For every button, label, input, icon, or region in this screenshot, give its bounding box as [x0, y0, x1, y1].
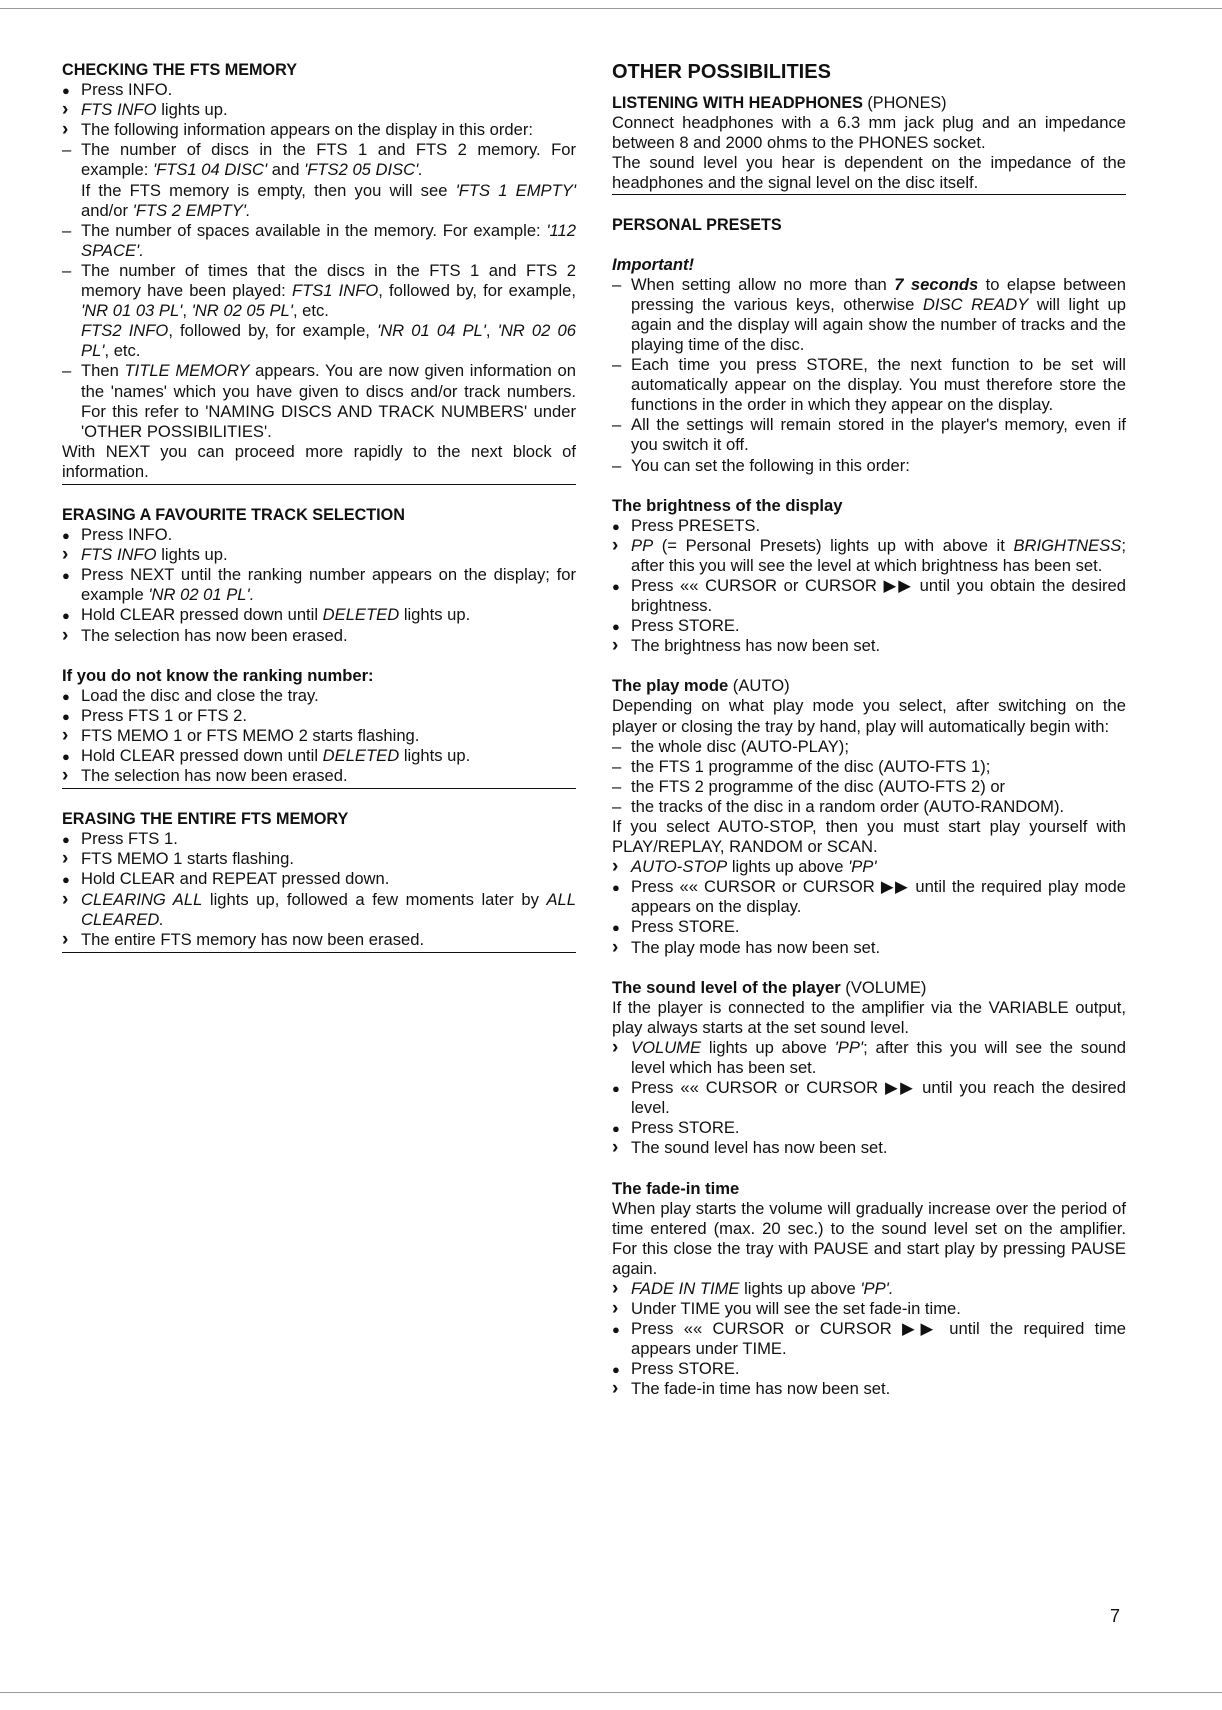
- list-item: – the FTS 1 programme of the disc (AUTO-FTS 1);: [612, 757, 1126, 777]
- fade-in-section: [612, 1179, 1126, 1400]
- bullet-icon: [612, 576, 628, 597]
- arrow-icon: [612, 857, 628, 877]
- list-item: – The number of times that the discs in the FTS 1 and FTS 2 memory have been played: FTS1 INFO, followed by, for example, 'NR 01 03 PL', 'NR 02 05 PL', etc. FTS2 INFO, followed by, for example, 'NR 01 04 PL', 'NR 02 06 PL', etc.: [62, 261, 576, 361]
- arrow-icon: [62, 120, 78, 140]
- bullet-icon: [612, 516, 628, 537]
- list-item: ● Hold CLEAR pressed down until DELETED lights up.: [62, 746, 576, 766]
- bullet-icon: [62, 746, 78, 767]
- dash-icon: [612, 757, 628, 777]
- checking-fts-memory-section: [62, 60, 576, 485]
- bullet-icon: [612, 616, 628, 637]
- bullet-icon: [612, 1359, 628, 1380]
- paragraph: If the player is connected to the amplifier via the VARIABLE output, play always starts at the set sound level.: [612, 997, 1126, 1037]
- dash-icon: [612, 456, 628, 476]
- dash-icon: [612, 415, 628, 435]
- arrow-icon: [612, 536, 628, 556]
- volume-section: [612, 978, 1126, 1159]
- subsection-heading: If you do not know the ranking number:: [62, 665, 374, 685]
- arrow-icon: [62, 766, 78, 786]
- paragraph: Depending on what play mode you select, after switching on the player or closing the tray by hand, play will automatically begin with:: [612, 696, 1126, 736]
- list-item: ● Press STORE.: [612, 917, 1126, 937]
- play-mode-section: [612, 676, 1126, 957]
- erasing-entire-section: [62, 809, 576, 953]
- list-item: › AUTO-STOP lights up above 'PP': [612, 857, 1126, 877]
- dash-icon: [62, 361, 78, 381]
- personal-presets-section: [612, 215, 1126, 475]
- page-number: 7: [1110, 1606, 1121, 1626]
- bullet-icon: [62, 565, 78, 586]
- list-item: ● Press STORE.: [612, 1118, 1126, 1138]
- bullet-icon: [62, 605, 78, 626]
- important-label: Important!: [612, 254, 695, 274]
- section-heading: ERASING A FAVOURITE TRACK SELECTION: [62, 505, 405, 524]
- list-item: – All the settings will remain stored in the player's memory, even if you switch it off.: [612, 415, 1126, 455]
- arrow-icon: [62, 726, 78, 746]
- list-item: – Each time you press STORE, the next function to be set will automatically appear on the display. You must therefore store the functions in the order in which they appear on the display.: [612, 355, 1126, 415]
- arrow-icon: [62, 626, 78, 646]
- bullet-icon: [62, 869, 78, 890]
- paragraph: The sound level you hear is dependent on the impedance of the headphones and the signal level on the disc itself.: [612, 153, 1126, 193]
- dash-icon: [62, 221, 78, 241]
- section-heading: LISTENING WITH HEADPHONES (PHONES): [612, 94, 947, 112]
- bullet-icon: [612, 1078, 628, 1099]
- list-item: ● Press «« CURSOR or CURSOR ▶▶ until you obtain the desired brightness.: [612, 576, 1126, 616]
- bottom-edge-line: [0, 1692, 1222, 1693]
- arrow-icon: [62, 545, 78, 565]
- list-item: › CLEARING ALL lights up, followed a few moments later by ALL CLEARED.: [62, 890, 576, 930]
- list-item: › The play mode has now been set.: [612, 938, 1126, 958]
- list-item: ● Press «« CURSOR or CURSOR ▶▶ until you reach the desired level.: [612, 1078, 1126, 1118]
- arrow-icon: [62, 849, 78, 869]
- page-title: OTHER POSSIBILITIES: [612, 61, 831, 83]
- left-column: [62, 60, 576, 953]
- list-item: ● Press NEXT until the ranking number appears on the display; for example 'NR 02 01 PL'.: [62, 565, 576, 605]
- paragraph: With NEXT you can proceed more rapidly to the next block of information.: [62, 441, 576, 481]
- bullet-icon: [62, 686, 78, 707]
- list-item: › PP (= Personal Presets) lights up with above it BRIGHTNESS; after this you will see the level at which brightness has been set.: [612, 536, 1126, 576]
- list-item: ● Press INFO.: [62, 525, 576, 545]
- list-item: ● Press «« CURSOR or CURSOR ▶▶ until the required play mode appears on the display.: [612, 877, 1126, 917]
- list-item: ● Load the disc and close the tray.: [62, 686, 576, 706]
- bullet-icon: [612, 1319, 628, 1340]
- arrow-icon: [612, 1379, 628, 1399]
- dash-icon: [62, 140, 78, 160]
- list-item: ● Press INFO.: [62, 80, 576, 100]
- right-column: [612, 60, 1126, 1400]
- bullet-icon: [612, 1118, 628, 1139]
- dash-icon: [612, 737, 628, 757]
- arrow-icon: [612, 1279, 628, 1299]
- list-item: – Then TITLE MEMORY appears. You are now given information on the 'names' which you have given to discs and/or track numbers. For this refer to 'NAMING DISCS AND TRACK NUMBERS' under 'OTHER POSSIBILITIES'.: [62, 361, 576, 441]
- list-item: – The number of discs in the FTS 1 and FTS 2 memory. For example: 'FTS1 04 DISC' and 'FTS2 05 DISC'. If the FTS memory is empty, then you will see 'FTS 1 EMPTY' and/or 'FTS 2 EMPTY'.: [62, 140, 576, 220]
- unknown-ranking-section: [62, 666, 576, 790]
- top-edge-line: [0, 8, 1222, 9]
- bullet-icon: [62, 829, 78, 850]
- dash-icon: [612, 777, 628, 797]
- list-item: › The selection has now been erased.: [62, 626, 576, 646]
- arrow-icon: [62, 930, 78, 950]
- paragraph: When play starts the volume will gradually increase over the period of time entered (max. 20 sec.) to the sound level set on the amplifier. For this close the tray with PAUSE and start play by pressing PAUSE again.: [612, 1198, 1126, 1278]
- list-item: – the whole disc (AUTO-PLAY);: [612, 737, 1126, 757]
- list-item: – You can set the following in this order:: [612, 456, 1126, 476]
- bullet-icon: [62, 525, 78, 546]
- dash-icon: [62, 261, 78, 281]
- arrow-icon: [612, 1299, 628, 1319]
- list-item: ● Press «« CURSOR or CURSOR ▶▶ until the required time appears under TIME.: [612, 1319, 1126, 1359]
- list-item: ● Hold CLEAR pressed down until DELETED lights up.: [62, 605, 576, 625]
- paragraph: Connect headphones with a 6.3 mm jack plug and an impedance between 8 and 2000 ohms to the PHONES socket.: [612, 113, 1126, 153]
- list-item: › FADE IN TIME lights up above 'PP'.: [612, 1279, 1126, 1299]
- list-item: – the tracks of the disc in a random order (AUTO-RANDOM).: [612, 797, 1126, 817]
- list-item: ● Press FTS 1 or FTS 2.: [62, 706, 576, 726]
- section-heading: ERASING THE ENTIRE FTS MEMORY: [62, 810, 349, 829]
- bullet-icon: [62, 706, 78, 727]
- list-item: › The brightness has now been set.: [612, 636, 1126, 656]
- arrow-icon: [62, 100, 78, 120]
- list-item: › The following information appears on the display in this order:: [62, 120, 576, 140]
- list-item: › FTS MEMO 1 or FTS MEMO 2 starts flashing.: [62, 726, 576, 746]
- erasing-favourite-section: [62, 505, 576, 646]
- list-item: › The sound level has now been set.: [612, 1138, 1126, 1158]
- arrow-icon: [62, 890, 78, 910]
- list-item: › The entire FTS memory has now been erased.: [62, 930, 576, 950]
- subsection-heading: The fade-in time: [612, 1178, 740, 1198]
- list-item: › VOLUME lights up above 'PP'; after this you will see the sound level which has been set.: [612, 1038, 1126, 1078]
- dash-icon: [612, 275, 628, 295]
- section-heading: PERSONAL PRESETS: [612, 216, 782, 235]
- bullet-icon: [62, 80, 78, 101]
- bullet-icon: [612, 877, 628, 898]
- list-item: › FTS INFO lights up.: [62, 545, 576, 565]
- arrow-icon: [612, 636, 628, 656]
- list-item: ● Press STORE.: [612, 1359, 1126, 1379]
- list-item: ● Press PRESETS.: [612, 516, 1126, 536]
- bullet-icon: [612, 917, 628, 938]
- dash-icon: [612, 797, 628, 817]
- headphones-section: [612, 93, 1126, 195]
- section-heading: CHECKING THE FTS MEMORY: [62, 61, 298, 79]
- list-item: › FTS MEMO 1 starts flashing.: [62, 849, 576, 869]
- list-item: – When setting allow no more than 7 seconds to elapse between pressing the various keys, otherwise DISC READY will light up again and the display will again show the number of tracks and the playing time of the disc.: [612, 275, 1126, 355]
- subsection-heading: The brightness of the display: [612, 495, 843, 515]
- paragraph: If you select AUTO-STOP, then you must start play yourself with PLAY/REPLAY, RANDOM or SCAN.: [612, 817, 1126, 857]
- arrow-icon: [612, 938, 628, 958]
- arrow-icon: [612, 1038, 628, 1058]
- list-item: › FTS INFO lights up.: [62, 100, 576, 120]
- subsection-heading: The play mode (AUTO): [612, 676, 790, 696]
- list-item: ● Press STORE.: [612, 616, 1126, 636]
- list-item: › The selection has now been erased.: [62, 766, 576, 786]
- list-item: – The number of spaces available in the memory. For example: '112 SPACE'.: [62, 221, 576, 261]
- arrow-icon: [612, 1138, 628, 1158]
- list-item: – the FTS 2 programme of the disc (AUTO-FTS 2) or: [612, 777, 1126, 797]
- brightness-section: [612, 496, 1126, 657]
- list-item: ● Hold CLEAR and REPEAT pressed down.: [62, 869, 576, 889]
- list-item: › The fade-in time has now been set.: [612, 1379, 1126, 1399]
- list-item: ● Press FTS 1.: [62, 829, 576, 849]
- dash-icon: [612, 355, 628, 375]
- subsection-heading: The sound level of the player (VOLUME): [612, 977, 927, 997]
- list-item: › Under TIME you will see the set fade-in time.: [612, 1299, 1126, 1319]
